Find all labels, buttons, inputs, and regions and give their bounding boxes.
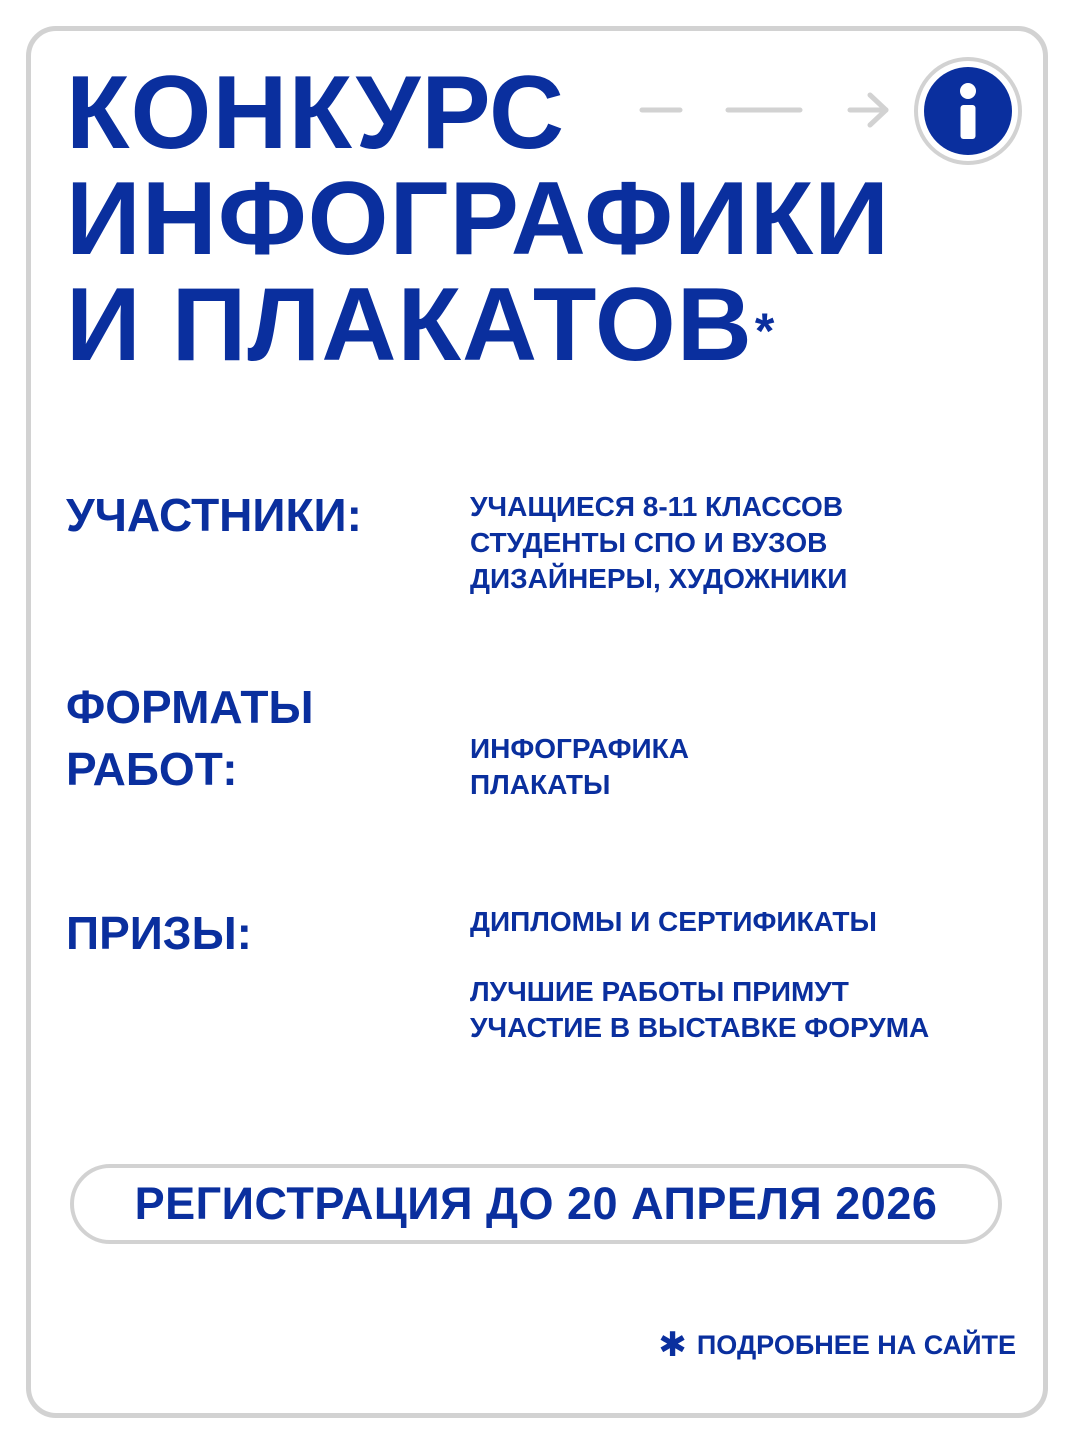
participants-label: УЧАСТНИКИ: — [66, 489, 362, 541]
participants-list — [470, 489, 847, 597]
list-item: ДИЗАЙНЕРЫ, ХУДОЖНИКИ — [470, 563, 848, 594]
registration-pill — [70, 1164, 1002, 1244]
formats-label-line-2: РАБОТ: — [66, 743, 238, 795]
formats-list — [470, 731, 689, 803]
list-item: ЛУЧШИЕ РАБОТЫ ПРИМУТ — [470, 976, 849, 1007]
footer-text: ПОДРОБНЕЕ НА САЙТЕ — [696, 1329, 1016, 1360]
footer-note — [658, 1328, 1016, 1362]
info-badge-circle — [924, 67, 1012, 155]
formats-label-line-1: ФОРМАТЫ — [66, 681, 314, 733]
list-item: СТУДЕНТЫ СПО И ВУЗОВ — [470, 527, 828, 558]
title-line-2: ИНФОГРАФИКИ — [66, 161, 890, 277]
list-item: УЧАСТИЕ В ВЫСТАВКЕ ФОРУМА — [470, 1012, 930, 1043]
registration-text: РЕГИСТРАЦИЯ ДО 20 АПРЕЛЯ 2026 — [134, 1178, 938, 1229]
list-item: ДИПЛОМЫ И СЕРТИФИКАТЫ — [470, 906, 877, 937]
list-item: ИНФОГРАФИКА — [470, 733, 689, 764]
title-line-1: КОНКУРС — [66, 55, 566, 171]
list-item: УЧАЩИЕСЯ 8-11 КЛАССОВ — [470, 491, 844, 522]
dashed-arrow-right-icon — [638, 92, 892, 128]
list-item: ПЛАКАТЫ — [470, 769, 611, 800]
info-icon — [924, 67, 1012, 155]
formats-label — [66, 676, 314, 800]
asterisk-icon: ✱ — [658, 1326, 687, 1364]
info-badge — [914, 57, 1022, 165]
prizes-label: ПРИЗЫ: — [66, 907, 252, 959]
title-asterisk: * — [754, 303, 776, 359]
title-line-3-text: И ПЛАКАТОВ — [66, 267, 753, 383]
prizes-list — [470, 904, 929, 1046]
title-line-3 — [66, 267, 890, 383]
